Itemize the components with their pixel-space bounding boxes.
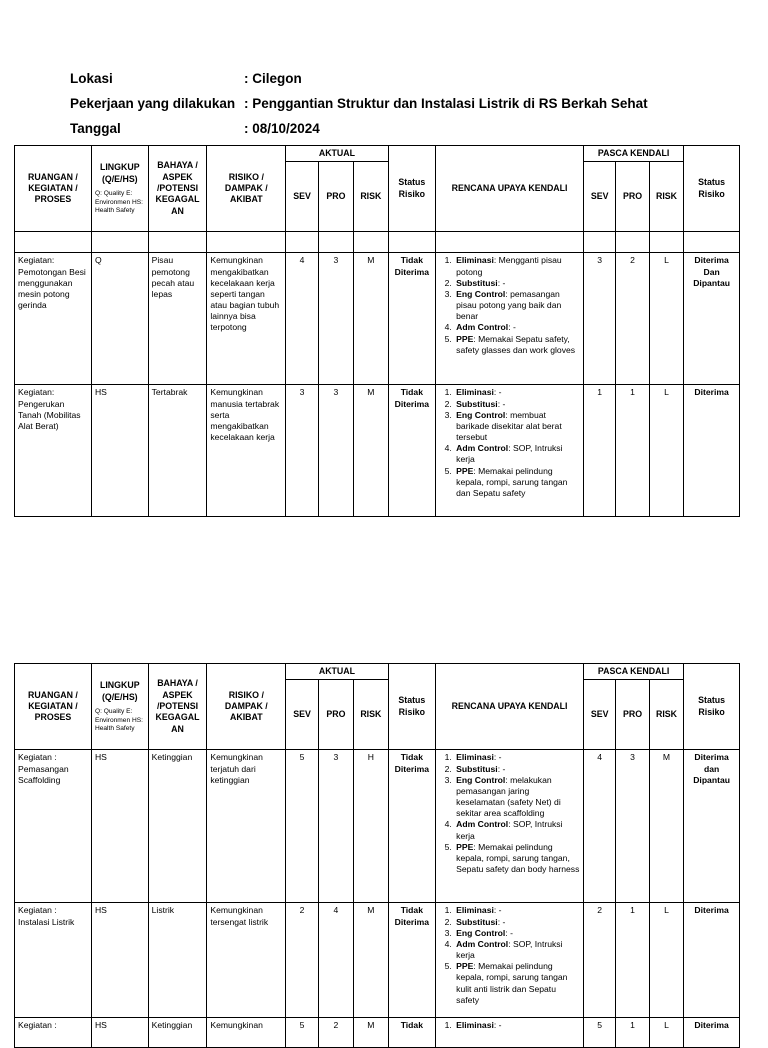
rencana-cell <box>436 385 584 517</box>
control-item <box>454 255 580 277</box>
spacer-row <box>15 232 740 253</box>
pekerjaan-label: Pekerjaan yang dilakukan <box>70 96 236 111</box>
pasca-risk-cell: L <box>649 385 683 517</box>
col-pasca-risk: RISK <box>649 162 683 232</box>
control-item <box>454 399 580 410</box>
control-item <box>454 961 580 1006</box>
control-item <box>454 775 580 820</box>
table-row <box>15 1018 740 1048</box>
control-item <box>454 410 580 444</box>
control-label: Eng Control <box>456 774 506 785</box>
col-pasca-sev: SEV <box>583 680 615 750</box>
control-label: Adm Control <box>456 938 509 949</box>
control-item <box>454 928 580 939</box>
control-label: PPE <box>456 333 474 344</box>
pasca-risk-cell: L <box>649 1018 683 1048</box>
pasca-status-cell: Diterima <box>684 385 740 517</box>
col-bahaya: BAHAYA / ASPEK /POTENSI KEGAGAL AN <box>148 146 207 232</box>
control-text: : Memakai Sepatu safety, safety glasses dan work gloves <box>456 333 576 355</box>
col-lingkup-label: LINGKUP (Q/E/HS) <box>99 162 140 184</box>
risk-cell: M <box>354 253 388 385</box>
sev-cell: 5 <box>286 750 318 903</box>
col-status-pasca: Status Risiko <box>684 664 740 750</box>
control-item <box>454 443 580 465</box>
control-item <box>454 387 580 398</box>
pasca-status-cell: Diterima Dan Dipantau <box>684 253 740 385</box>
col-pro: PRO <box>318 680 353 750</box>
pasca-pro-cell: 1 <box>616 1018 649 1048</box>
status-cell: Tidak Diterima <box>388 903 436 1018</box>
control-text: : Memakai pelindung kepala, rompi, sarung tangan kulit anti listrik dan Sepatu safety <box>456 961 568 1005</box>
control-text: : Memakai pelindung kepala, rompi, sarung tangan, Sepatu safety dan body harness <box>456 841 580 875</box>
status-cell: Tidak Diterima <box>388 750 436 903</box>
kegiatan-cell: Kegiatan : <box>15 1018 92 1048</box>
risiko-cell: Kemungkinan mengakibatkan kecelakaan kerja seperti tangan atau bagian tubuh lainnya bisa terpotong <box>207 253 286 385</box>
table-row <box>15 253 740 385</box>
pasca-status-cell: Diterima dan Dipantau <box>684 750 740 903</box>
risk-cell: M <box>354 385 388 517</box>
control-label: Substitusi <box>456 398 498 409</box>
control-label: Substitusi <box>456 763 498 774</box>
status-cell: Tidak <box>388 1018 436 1048</box>
control-list <box>439 387 580 499</box>
bahaya-cell: Tertabrak <box>148 385 207 517</box>
lingkup-cell: HS <box>91 750 148 903</box>
status-cell: Tidak Diterima <box>388 385 436 517</box>
header-row-pekerjaan <box>70 91 648 116</box>
col-rencana: RENCANA UPAYA KENDALI <box>436 664 584 750</box>
pasca-sev-cell: 2 <box>583 903 615 1018</box>
col-pasca: PASCA KENDALI <box>583 664 683 680</box>
lingkup-cell: Q <box>91 253 148 385</box>
risk-cell: M <box>354 1018 388 1048</box>
table-row <box>15 903 740 1018</box>
pasca-risk-cell: L <box>649 903 683 1018</box>
pro-cell: 4 <box>318 903 353 1018</box>
bahaya-cell: Listrik <box>148 903 207 1018</box>
tanggal-value: : 08/10/2024 <box>244 121 320 136</box>
sev-cell: 2 <box>286 903 318 1018</box>
control-text: : pemasangan pisau potong yang baik dan benar <box>456 288 562 322</box>
col-lingkup-label: LINGKUP (Q/E/HS) <box>99 680 140 702</box>
pasca-sev-cell: 4 <box>583 750 615 903</box>
col-risiko: RISIKO / DAMPAK / AKIBAT <box>207 146 286 232</box>
control-item <box>454 819 580 841</box>
col-lingkup-note: Q: Quality E: Environmen HS: Health Safety <box>94 190 143 214</box>
pasca-status-cell: Diterima <box>684 903 740 1018</box>
col-risk: RISK <box>354 162 388 232</box>
header-row-tanggal <box>70 116 648 141</box>
risk-table-2 <box>14 663 740 1048</box>
table-row <box>15 385 740 517</box>
rencana-cell <box>436 1018 584 1048</box>
bahaya-cell: Pisau pemotong pecah atau lepas <box>148 253 207 385</box>
pasca-sev-cell: 1 <box>583 385 615 517</box>
control-list <box>439 1020 580 1031</box>
col-lingkup-note: Q: Quality E: Environmen HS: Health Safety <box>94 708 143 732</box>
col-risiko: RISIKO / DAMPAK / AKIBAT <box>207 664 286 750</box>
control-item <box>454 278 580 289</box>
risiko-cell: Kemungkinan manusia tertabrak serta mengakibatkan kecelakaan kerja <box>207 385 286 517</box>
control-text: : - <box>497 398 506 409</box>
pro-cell: 3 <box>318 750 353 903</box>
control-text: : melakukan pemasangan jaring keselamatan (safety Net) di sekitar area scaffolding <box>456 774 561 819</box>
col-aktual: AKTUAL <box>286 146 388 162</box>
pasca-pro-cell: 1 <box>616 385 649 517</box>
control-label: Adm Control <box>456 443 509 454</box>
rencana-cell <box>436 253 584 385</box>
pasca-sev-cell: 5 <box>583 1018 615 1048</box>
control-label: Eliminasi <box>456 752 494 763</box>
status-cell: Tidak Diterima <box>388 253 436 385</box>
control-item <box>454 289 580 323</box>
control-item <box>454 905 580 916</box>
control-item <box>454 842 580 876</box>
col-aktual: AKTUAL <box>286 664 388 680</box>
pasca-sev-cell: 3 <box>583 253 615 385</box>
control-item <box>454 466 580 500</box>
control-label: Adm Control <box>456 322 509 333</box>
control-text: : SOP, Intruksi kerja <box>456 443 563 465</box>
control-list <box>439 255 580 356</box>
rencana-cell <box>436 903 584 1018</box>
pasca-risk-cell: L <box>649 253 683 385</box>
sev-cell: 5 <box>286 1018 318 1048</box>
control-label: PPE <box>456 465 474 476</box>
control-text: : - <box>497 763 506 774</box>
risk-cell: M <box>354 903 388 1018</box>
pro-cell: 3 <box>318 385 353 517</box>
lingkup-cell: HS <box>91 385 148 517</box>
col-bahaya: BAHAYA / ASPEK /POTENSI KEGAGAL AN <box>148 664 207 750</box>
sev-cell: 4 <box>286 253 318 385</box>
sev-cell: 3 <box>286 385 318 517</box>
control-label: Eliminasi <box>456 255 494 266</box>
col-pro: PRO <box>318 162 353 232</box>
pasca-pro-cell: 1 <box>616 903 649 1018</box>
control-text: : - <box>493 752 502 763</box>
risiko-cell: Kemungkinan tersengat listrik <box>207 903 286 1018</box>
col-sev: SEV <box>286 680 318 750</box>
kegiatan-cell: Kegiatan: Pemotongan Besi menggunakan mesin potong gerinda <box>15 253 92 385</box>
control-text: : - <box>505 927 513 938</box>
control-label: Eliminasi <box>456 1020 494 1031</box>
control-label: Eliminasi <box>456 387 494 398</box>
document-header <box>70 66 648 141</box>
risiko-cell: Kemungkinan <box>207 1018 286 1048</box>
lingkup-cell: HS <box>91 903 148 1018</box>
control-item <box>454 752 580 763</box>
pasca-status-cell: Diterima <box>684 1018 740 1048</box>
pasca-pro-cell: 3 <box>616 750 649 903</box>
control-item <box>454 322 580 333</box>
control-list <box>439 752 580 875</box>
lingkup-cell: HS <box>91 1018 148 1048</box>
control-text: : Memakai pelindung kepala, rompi, sarung tangan dan Sepatu safety <box>456 465 568 498</box>
control-label: Substitusi <box>456 916 498 927</box>
pasca-risk-cell: M <box>649 750 683 903</box>
control-item <box>454 939 580 961</box>
control-list <box>439 905 580 1006</box>
bahaya-cell: Ketinggian <box>148 1018 207 1048</box>
control-text: : - <box>493 905 502 916</box>
col-status-pasca: Status Risiko <box>684 146 740 232</box>
risk-cell: H <box>354 750 388 903</box>
control-label: Eng Control <box>456 927 506 938</box>
lokasi-label: Lokasi <box>70 71 113 86</box>
kegiatan-cell: Kegiatan : Pemasangan Scaffolding <box>15 750 92 903</box>
control-text: : membuat barikade disekitar alat berat tersebut <box>456 409 562 443</box>
col-status: Status Risiko <box>388 664 436 750</box>
col-pasca: PASCA KENDALI <box>583 146 683 162</box>
col-ruangan: RUANGAN / KEGIATAN / PROSES <box>15 664 92 750</box>
control-label: Eng Control <box>456 288 506 299</box>
pekerjaan-value: : Penggantian Struktur dan Instalasi Listrik di RS Berkah Sehat <box>244 96 648 111</box>
bahaya-cell: Ketinggian <box>148 750 207 903</box>
pasca-pro-cell: 2 <box>616 253 649 385</box>
col-lingkup <box>91 664 148 750</box>
control-text: : Mengganti pisau potong <box>456 255 562 277</box>
control-label: Adm Control <box>456 819 509 830</box>
kegiatan-cell: Kegiatan : Instalasi Listrik <box>15 903 92 1018</box>
control-item <box>454 1020 580 1031</box>
pro-cell: 2 <box>318 1018 353 1048</box>
tanggal-label: Tanggal <box>70 121 121 136</box>
control-text: : - <box>497 916 506 927</box>
control-label: PPE <box>456 961 474 972</box>
control-text: : SOP, Intruksi kerja <box>456 819 563 841</box>
kegiatan-cell: Kegiatan: Pengerukan Tanah (Mobilitas Alat Berat) <box>15 385 92 517</box>
col-sev: SEV <box>286 162 318 232</box>
col-lingkup <box>91 146 148 232</box>
control-label: Substitusi <box>456 277 498 288</box>
control-item <box>454 334 580 356</box>
risk-table-1 <box>14 145 740 517</box>
rencana-cell <box>436 750 584 903</box>
col-ruangan: RUANGAN / KEGIATAN / PROSES <box>15 146 92 232</box>
control-label: PPE <box>456 841 474 852</box>
header-row-lokasi <box>70 66 648 91</box>
risiko-cell: Kemungkinan terjatuh dari ketinggian <box>207 750 286 903</box>
pro-cell: 3 <box>318 253 353 385</box>
col-pasca-risk: RISK <box>649 680 683 750</box>
lokasi-value: : Cilegon <box>244 71 302 86</box>
control-text: : SOP, Intruksi kerja <box>456 938 563 961</box>
control-text: : - <box>493 1020 502 1031</box>
table-row <box>15 750 740 903</box>
col-status: Status Risiko <box>388 146 436 232</box>
col-risk: RISK <box>354 680 388 750</box>
control-text: : - <box>497 277 506 288</box>
control-item <box>454 917 580 928</box>
col-pasca-sev: SEV <box>583 162 615 232</box>
control-text: : - <box>508 322 516 333</box>
control-label: Eliminasi <box>456 905 494 916</box>
control-item <box>454 764 580 775</box>
control-text: : - <box>493 387 502 398</box>
col-pasca-pro: PRO <box>616 680 649 750</box>
col-pasca-pro: PRO <box>616 162 649 232</box>
col-rencana: RENCANA UPAYA KENDALI <box>436 146 584 232</box>
control-label: Eng Control <box>456 409 506 420</box>
